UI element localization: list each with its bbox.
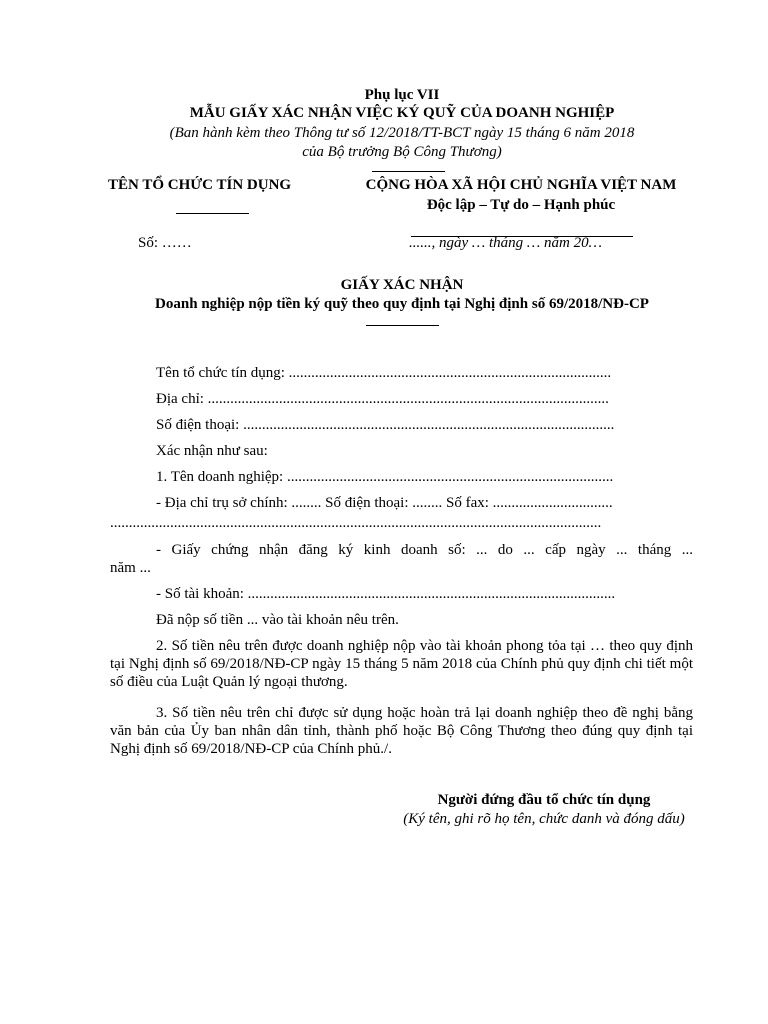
deposit-statement: Đã nộp số tiền ... vào tài khoản nêu trên. — [156, 612, 399, 628]
field-phone: Số điện thoại: ................................................................................................... — [156, 417, 615, 433]
field-business-license: - Giấy chứng nhận đăng ký kinh doanh số: ... do ... cấp ngày ... tháng ... — [156, 542, 693, 558]
paragraph-3: 3. Số tiền nêu trên chỉ được sử dụng hoặc hoàn trả lại doanh nghiệp theo đề nghị bằng văn bản của Ủy ban nhân dân tỉnh, thành phố hoặc Bộ Công Thương theo đúng quy định tại Nghị định số 69/2018/NĐ-CP của Chính phủ./. — [110, 705, 693, 757]
field-business-license-year: năm ... — [110, 560, 151, 576]
field-headquarters-continued: ................................................................................................................................... — [110, 515, 602, 531]
field-company-name: 1. Tên doanh nghiệp: ....................................................................................... — [156, 469, 614, 485]
issued-note-line-2: của Bộ trưởng Bộ Công Thương) — [302, 144, 502, 160]
certificate-subtitle: Doanh nghiệp nộp tiền ký quỹ theo quy định tại Nghị định số 69/2018/NĐ-CP — [155, 296, 649, 312]
field-org-name: Tên tổ chức tín dụng: ...................................................................................... — [156, 365, 612, 381]
confirm-intro: Xác nhận như sau: — [156, 443, 268, 459]
org-divider — [176, 213, 249, 214]
field-account-number: - Số tài khoản: .................................................................................................. — [156, 586, 616, 602]
place-date-line: ......, ngày … tháng … năm 20… — [409, 235, 602, 251]
title-divider — [366, 325, 439, 326]
appendix-label: Phụ lục VII — [364, 87, 440, 103]
national-motto: Độc lập – Tự do – Hạnh phúc — [426, 197, 616, 213]
document-number: Số: …… — [138, 235, 192, 251]
credit-institution-name: TÊN TỔ CHỨC TÍN DỤNG — [108, 177, 292, 193]
header-divider — [372, 171, 445, 172]
form-title: MẪU GIẤY XÁC NHẬN VIỆC KÝ QUỸ CỦA DOANH NGHIỆP — [189, 105, 615, 121]
issued-note-line-1: (Ban hành kèm theo Thông tư số 12/2018/TT-BCT ngày 15 tháng 6 năm 2018 — [169, 125, 635, 141]
signatory-title: Người đứng đầu tổ chức tín dụng — [437, 792, 651, 808]
field-headquarters: - Địa chỉ trụ sở chính: ........ Số điện thoại: ........ Số fax: ................................ — [156, 495, 613, 511]
paragraph-2: 2. Số tiền nêu trên được doanh nghiệp nộp vào tài khoản phong tỏa tại … theo quy định tại Nghị định số 69/2018/NĐ-CP ngày 15 tháng 5 năm 2018 của Chính phủ quy định chi tiết một số điều của Luật Quản lý ngoại thương. — [110, 638, 693, 690]
signatory-note: (Ký tên, ghi rõ họ tên, chức danh và đóng dấu) — [403, 811, 685, 827]
certificate-title: GIẤY XÁC NHẬN — [340, 277, 464, 293]
national-heading: CỘNG HÒA XÃ HỘI CHỦ NGHĨA VIỆT NAM — [365, 177, 677, 193]
field-address: Địa chỉ: ........................................................................................................... — [156, 391, 609, 407]
